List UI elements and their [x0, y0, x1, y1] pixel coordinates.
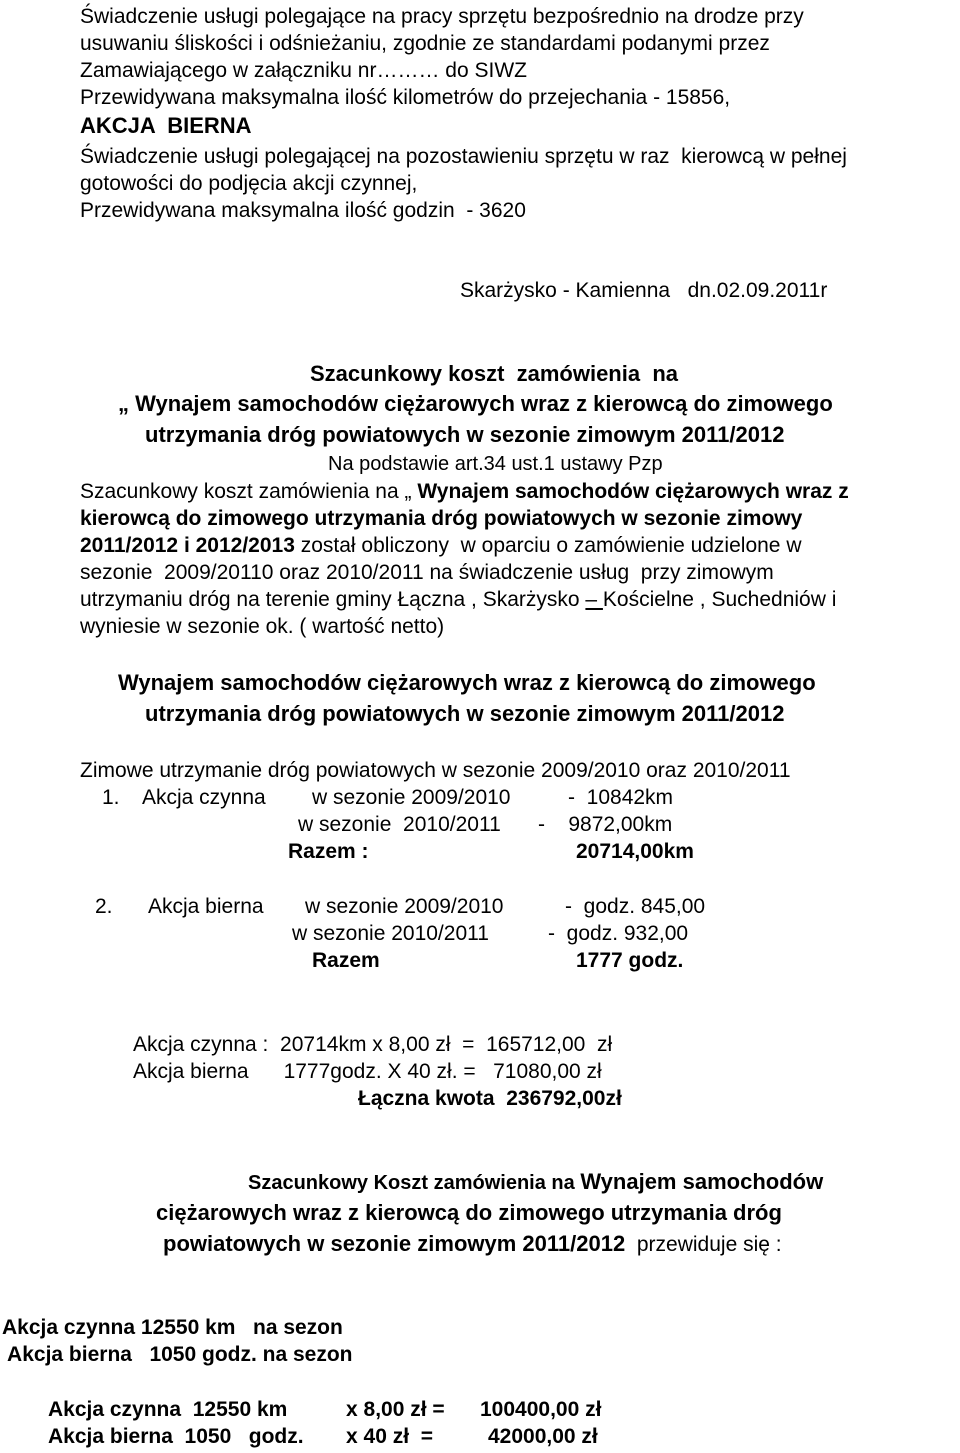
forecast-calc-1-value: 100400,00 zł: [480, 1398, 602, 1421]
intro-line-1: Świadczenie usługi polegające na pracy sprzętu bezpośrednio na drodze przy: [80, 5, 804, 28]
item2-total-value: 1777 godz.: [576, 949, 684, 972]
forecast-header-l1-a: Szacunkowy Koszt zamówienia na: [248, 1172, 581, 1194]
forecast-calc-1-calc: x 8,00 zł =: [346, 1398, 445, 1421]
paragraph-l1-bold: Wynajem samochodów ciężarowych wraz z: [411, 480, 849, 503]
forecast-calc-2-calc: x 40 zł =: [346, 1425, 433, 1448]
item1-total-value: 20714,00km: [576, 840, 694, 863]
item2-value-1: - godz. 845,00: [565, 895, 706, 918]
paragraph-line-6: wyniesie w sezonie ok. ( wartość netto): [80, 615, 445, 638]
legal-basis: Na podstawie art.34 ust.1 ustawy Pzp: [328, 453, 663, 475]
estimate-subject-line-1: „ Wynajem samochodów ciężarowych wraz z kierowcą do zimowego: [118, 391, 833, 416]
item1-value-2: - 9872,00km: [538, 813, 673, 836]
forecast-header-line-1: [248, 1168, 823, 1197]
paragraph-line-5: [80, 586, 836, 613]
estimate-title: Szacunkowy koszt zamówienia na: [310, 361, 678, 386]
forecast-line-2: Akcja bierna 1050 godz. na sezon: [2, 1343, 353, 1366]
forecast-header-l1-b: Wynajem samochodów: [580, 1169, 824, 1194]
section-title-line-2: utrzymania dróg powiatowych w sezonie zimowym 2011/2012: [145, 701, 785, 726]
item2-season-1: w sezonie 2009/2010: [305, 895, 504, 918]
item2-label: Akcja bierna: [148, 895, 264, 918]
forecast-header-l3-normal: przewiduje się :: [625, 1233, 782, 1256]
paragraph-l5-dash: –: [585, 588, 603, 611]
forecast-header-line-2: ciężarowych wraz z kierowcą do zimowego utrzymania dróg: [156, 1200, 782, 1225]
section-title-line-1: Wynajem samochodów ciężarowych wraz z kierowcą do zimowego: [118, 670, 816, 695]
forecast-line-1: Akcja czynna 12550 km na sezon: [2, 1316, 343, 1339]
paragraph-l5-a: utrzymaniu dróg na terenie gminy Łączna , Skarżysko: [80, 588, 586, 611]
intro-line-3: Zamawiającego w załączniku nr……… do SIWZ: [80, 59, 527, 82]
calc-total: Łączna kwota 236792,00zł: [358, 1087, 622, 1110]
forecast-calc-2-value: 42000,00 zł: [488, 1425, 598, 1448]
paragraph-l1-normal: Szacunkowy koszt zamówienia na „: [80, 480, 412, 503]
item1-label: Akcja czynna: [142, 786, 266, 809]
akcja-bierna-heading: AKCJA BIERNA: [80, 113, 252, 138]
intro-line-7: gotowości do podjęcia akcji czynnej,: [80, 172, 418, 195]
place-date: Skarżysko - Kamienna dn.02.09.2011r: [460, 279, 828, 302]
intro-line-8: Przewidywana maksymalna ilość godzin - 3620: [80, 199, 526, 222]
forecast-header-line-3: [163, 1230, 782, 1258]
forecast-calc-2-label: Akcja bierna 1050 godz.: [48, 1425, 304, 1448]
intro-line-4: Przewidywana maksymalna ilość kilometrów do przejechania - 15856,: [80, 86, 731, 109]
item2-number: 2.: [95, 895, 113, 918]
paragraph-l3-bold: 2011/2012 i 2012/2013: [80, 534, 295, 557]
forecast-header-l3-bold: powiatowych w sezonie zimowym 2011/2012: [163, 1231, 626, 1256]
forecast-calc-1-label: Akcja czynna 12550 km: [48, 1398, 288, 1421]
item2-value-2: - godz. 932,00: [548, 922, 689, 945]
item1-value-1: - 10842km: [568, 786, 674, 809]
item1-number: 1.: [102, 786, 120, 809]
intro-line-2: usuwaniu śliskości i odśnieżaniu, zgodnie ze standardami podanymi przez: [80, 32, 770, 55]
paragraph-line-2: kierowcą do zimowego utrzymania dróg powiatowych w sezonie zimowy: [80, 507, 803, 530]
item2-total-label: Razem: [312, 949, 380, 972]
paragraph-line-4: sezonie 2009/20110 oraz 2010/2011 na świadczenie usług przy zimowym: [80, 561, 774, 584]
paragraph-l5-b: Kościelne , Suchedniów i: [602, 588, 837, 611]
item2-season-2: w sezonie 2010/2011: [292, 922, 489, 945]
estimate-subject-line-2: utrzymania dróg powiatowych w sezonie zimowym 2011/2012: [145, 422, 785, 447]
winter-intro: Zimowe utrzymanie dróg powiatowych w sezonie 2009/2010 oraz 2010/2011: [80, 759, 791, 782]
paragraph-l3-normal: został obliczony w oparciu o zamówienie udzielone w: [294, 534, 802, 557]
item1-season-2: w sezonie 2010/2011: [298, 813, 501, 836]
intro-line-6: Świadczenie usługi polegającej na pozostawieniu sprzętu w raz kierowcą w pełnej: [80, 145, 847, 168]
paragraph-line-3: [80, 532, 802, 559]
item1-total-label: Razem :: [288, 840, 369, 863]
calc-line-2: Akcja bierna 1777godz. X 40 zł. = 71080,00 zł: [133, 1060, 602, 1083]
paragraph-line-1: [80, 478, 849, 505]
item1-season-1: w sezonie 2009/2010: [312, 786, 511, 809]
calc-line-1: Akcja czynna : 20714km x 8,00 zł = 165712,00 zł: [133, 1033, 613, 1056]
